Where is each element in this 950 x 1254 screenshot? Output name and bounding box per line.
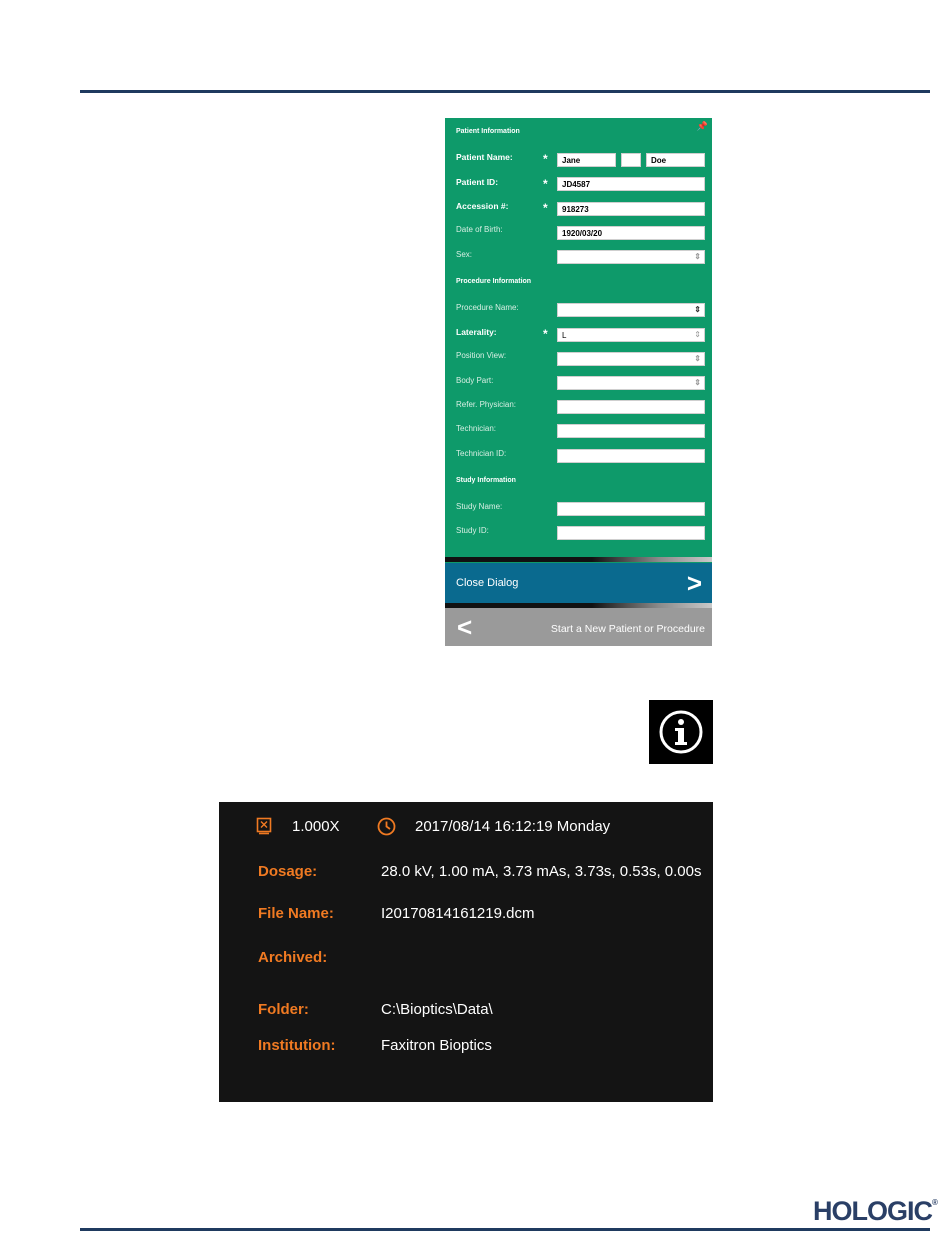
refer-physician-label: Refer. Physician: xyxy=(456,400,517,409)
position-view-select[interactable] xyxy=(557,352,705,366)
dosage-key: Dosage: xyxy=(258,863,318,880)
laterality-label: Laterality: xyxy=(456,327,497,337)
clock-icon xyxy=(377,817,396,836)
sex-select[interactable] xyxy=(557,250,705,264)
divider-strip xyxy=(445,557,712,562)
close-dialog-button[interactable] xyxy=(445,563,712,603)
image-info-panel xyxy=(219,802,713,1102)
technician-input[interactable] xyxy=(557,424,705,438)
refer-physician-input[interactable] xyxy=(557,400,705,414)
dob-input[interactable]: 1920/03/20 xyxy=(557,226,705,240)
folder-value: C:\Bioptics\Data\ xyxy=(381,1001,493,1018)
patient-middle-name-input[interactable] xyxy=(621,153,641,167)
file-name-value: I20170814161219.dcm xyxy=(381,905,535,922)
accession-input[interactable]: 918273 xyxy=(557,202,705,216)
study-id-input[interactable] xyxy=(557,526,705,540)
registered-mark: ® xyxy=(932,1198,937,1207)
technician-label: Technician: xyxy=(456,424,497,433)
section-procedure-information: Procedure Information xyxy=(456,278,532,285)
start-new-patient-button[interactable] xyxy=(445,608,712,646)
body-part-select[interactable] xyxy=(557,376,705,390)
required-star-icon: * xyxy=(543,152,548,166)
patient-dialog xyxy=(445,118,712,646)
patient-first-name-input[interactable]: Jane xyxy=(557,153,616,167)
info-icon xyxy=(649,700,713,764)
laterality-select[interactable]: L ⇕ xyxy=(557,328,705,342)
dosage-value: 28.0 kV, 1.00 mA, 3.73 mAs, 3.73s, 0.53s, 0.00s xyxy=(381,863,702,880)
patient-id-input[interactable]: JD4587 xyxy=(557,177,705,191)
hologic-logo xyxy=(813,1196,937,1227)
file-name-key: File Name: xyxy=(258,905,334,922)
procedure-name-label: Procedure Name: xyxy=(456,303,519,312)
chevron-left-icon: < xyxy=(457,612,473,642)
dob-label: Date of Birth: xyxy=(456,225,503,234)
magnifier-zoom-icon xyxy=(256,817,272,835)
patient-name-label: Patient Name: xyxy=(456,152,513,162)
position-view-label: Position View: xyxy=(456,351,507,360)
sex-label: Sex: xyxy=(456,250,473,259)
zoom-level: 1.000X xyxy=(292,818,340,835)
required-star-icon: * xyxy=(543,201,548,215)
pin-icon[interactable]: 📌 xyxy=(696,121,708,131)
info-button[interactable] xyxy=(649,700,713,764)
acquisition-datetime: 2017/08/14 16:12:19 Monday xyxy=(415,818,611,835)
study-id-label: Study ID: xyxy=(456,526,489,535)
logo-text: HOLOGIC xyxy=(813,1196,932,1226)
section-patient-information: Patient Information xyxy=(456,128,520,135)
institution-key: Institution: xyxy=(258,1037,336,1054)
procedure-name-select[interactable] xyxy=(557,303,705,317)
body-part-label: Body Part: xyxy=(456,376,494,385)
patient-last-name-input[interactable]: Doe xyxy=(646,153,705,167)
start-new-patient-label: Start a New Patient or Procedure xyxy=(550,623,705,635)
header-rule xyxy=(80,90,930,93)
folder-key: Folder: xyxy=(258,1001,309,1018)
required-star-icon: * xyxy=(543,327,548,341)
institution-value: Faxitron Bioptics xyxy=(381,1037,492,1054)
section-study-information: Study Information xyxy=(456,477,516,484)
technician-id-input[interactable] xyxy=(557,449,705,463)
study-name-input[interactable] xyxy=(557,502,705,516)
footer-rule xyxy=(80,1228,930,1231)
close-dialog-label: Close Dialog xyxy=(456,577,519,589)
accession-label: Accession #: xyxy=(456,201,509,211)
technician-id-label: Technician ID: xyxy=(456,449,507,458)
archived-key: Archived: xyxy=(258,949,328,966)
patient-id-label: Patient ID: xyxy=(456,177,499,187)
required-star-icon: * xyxy=(543,177,548,191)
chevron-right-icon: > xyxy=(686,568,702,598)
study-name-label: Study Name: xyxy=(456,502,503,511)
